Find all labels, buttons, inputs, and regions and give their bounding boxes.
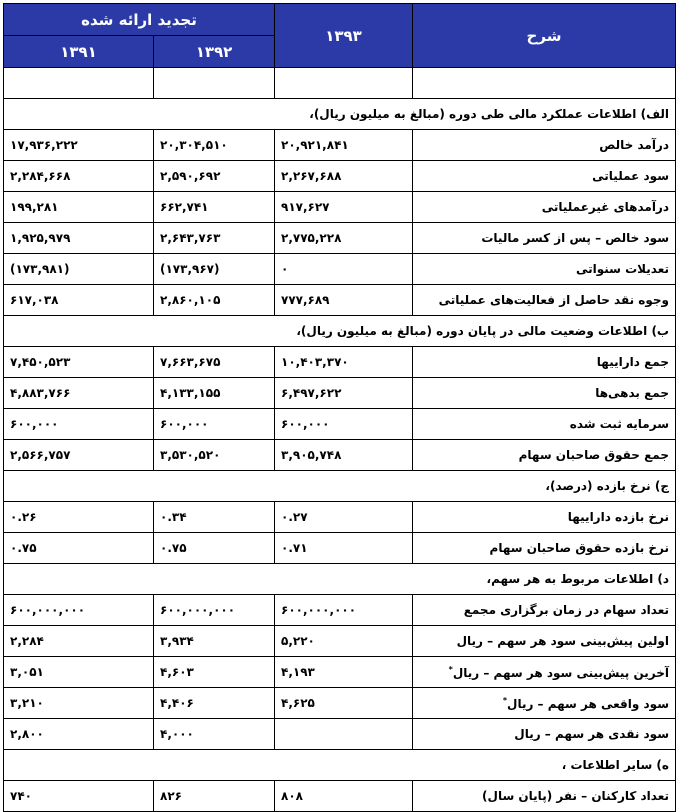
row-label-text: تعداد سهام در زمان برگزاری مجمع: [463, 603, 669, 617]
row-label-text: درآمدهای غیرعملیاتی: [541, 200, 669, 214]
row-label: [413, 781, 676, 812]
section-title: ب) اطلاعات وضعیت مالی در پایان دوره (مبالغ به میلیون ریال)،: [4, 316, 676, 347]
value-1391: ۷,۴۵۰,۵۲۳: [4, 347, 154, 378]
value-1392: ۸۲۶: [154, 781, 275, 812]
row-label: [413, 223, 676, 254]
table-row: [4, 502, 676, 533]
table-row: [4, 409, 676, 440]
section-row: [4, 750, 676, 781]
footnote-marker: *: [502, 695, 508, 705]
row-label-text: جمع داراییها: [596, 355, 669, 369]
table-body: [4, 68, 676, 812]
row-label-text: سود واقعی هر سهم – ریال: [507, 696, 669, 711]
row-label: [413, 378, 676, 409]
value-1392: ۲,۶۴۳,۷۶۳: [154, 223, 275, 254]
row-label-text: درآمد خالص: [599, 138, 669, 152]
value-1391: ۰.۲۶: [4, 502, 154, 533]
row-label: [413, 285, 676, 316]
section-title: ج) نرخ بازده (درصد)،: [4, 471, 676, 502]
section-row: [4, 471, 676, 502]
value-1391: ۱۷,۹۳۶,۲۲۲: [4, 130, 154, 161]
table-row: [4, 688, 676, 719]
value-1391: (۱۷۳,۹۸۱): [4, 254, 154, 285]
row-label-text: سرمایه ثبت شده: [569, 417, 669, 431]
section-row: [4, 316, 676, 347]
value-1391: ۲,۲۸۴,۶۶۸: [4, 161, 154, 192]
row-label-text: تعدیلات سنواتی: [575, 262, 669, 276]
row-label: [413, 533, 676, 564]
empty-cell: [154, 68, 275, 99]
row-label-text: سود نقدی هر سهم – ریال: [514, 727, 669, 741]
table-row: [4, 719, 676, 750]
value-1391: ۱۹۹,۲۸۱: [4, 192, 154, 223]
table-row: [4, 192, 676, 223]
row-label: [413, 192, 676, 223]
header-year-1393: ۱۳۹۳: [275, 4, 413, 68]
header-description: شرح: [413, 4, 676, 68]
header-row: [4, 4, 676, 36]
value-1392: ۴,۶۰۳: [154, 657, 275, 688]
value-1391: ۳,۲۱۰: [4, 688, 154, 719]
row-label: [413, 595, 676, 626]
header-year-1391: ۱۳۹۱: [4, 36, 154, 68]
row-label-text: جمع حقوق صاحبان سهام: [518, 448, 669, 462]
value-1393: ۶۰۰,۰۰۰,۰۰۰: [275, 595, 413, 626]
row-label-text: نرخ بازده داراییها: [567, 510, 669, 524]
blank-row: [4, 68, 676, 99]
empty-cell: [4, 68, 154, 99]
row-label-text: تعداد کارکنان – نفر (پایان سال): [482, 789, 669, 803]
value-1393: ۰.۷۱: [275, 533, 413, 564]
value-1393: ۴,۶۲۵: [275, 688, 413, 719]
row-label-text: اولین پیش‌بینی سود هر سهم – ریال: [456, 634, 669, 648]
row-label: [413, 719, 676, 750]
value-1393: ۹۱۷,۶۲۷: [275, 192, 413, 223]
empty-cell: [413, 68, 676, 99]
header-year-1392: ۱۳۹۲: [154, 36, 275, 68]
table-row: [4, 657, 676, 688]
value-1391: ۰.۷۵: [4, 533, 154, 564]
row-label: [413, 254, 676, 285]
table-row: [4, 223, 676, 254]
section-row: [4, 99, 676, 130]
table-row: [4, 378, 676, 409]
value-1391: ۱,۹۲۵,۹۷۹: [4, 223, 154, 254]
value-1392: ۷,۶۶۳,۶۷۵: [154, 347, 275, 378]
row-label-text: وجوه نقد حاصل از فعالیت‌های عملیاتی: [438, 293, 669, 307]
row-label: [413, 130, 676, 161]
row-label: [413, 626, 676, 657]
value-1391: ۶۰۰,۰۰۰: [4, 409, 154, 440]
value-1393: [275, 719, 413, 750]
table-row: [4, 130, 676, 161]
value-1392: ۴,۱۳۳,۱۵۵: [154, 378, 275, 409]
value-1392: ۶۰۰,۰۰۰,۰۰۰: [154, 595, 275, 626]
value-1393: ۰.۲۷: [275, 502, 413, 533]
table-row: [4, 533, 676, 564]
value-1393: ۲۰,۹۲۱,۸۴۱: [275, 130, 413, 161]
value-1392: ۰.۳۴: [154, 502, 275, 533]
table-row: [4, 595, 676, 626]
value-1391: ۲,۲۸۴: [4, 626, 154, 657]
row-label-text: نرخ بازده حقوق صاحبان سهام: [489, 541, 669, 555]
value-1392: ۲,۸۶۰,۱۰۵: [154, 285, 275, 316]
row-label: [413, 347, 676, 378]
row-label: [413, 657, 676, 688]
value-1393: ۸۰۸: [275, 781, 413, 812]
row-label-text: سود خالص – پس از کسر مالیات: [481, 231, 669, 245]
value-1391: ۳,۰۵۱: [4, 657, 154, 688]
value-1392: (۱۷۳,۹۶۷): [154, 254, 275, 285]
section-title: د) اطلاعات مربوط به هر سهم،: [4, 564, 676, 595]
header-restated: تجدید ارائه شده: [4, 4, 275, 36]
value-1392: ۳,۹۳۴: [154, 626, 275, 657]
section-title: الف) اطلاعات عملکرد مالی طی دوره (مبالغ به میلیون ریال)،: [4, 99, 676, 130]
table-row: [4, 781, 676, 812]
value-1393: ۰: [275, 254, 413, 285]
value-1392: ۴,۴۰۶: [154, 688, 275, 719]
value-1393: ۳,۹۰۵,۷۴۸: [275, 440, 413, 471]
table-row: [4, 254, 676, 285]
value-1391: ۴,۸۸۳,۷۶۶: [4, 378, 154, 409]
value-1393: ۶,۴۹۷,۶۲۲: [275, 378, 413, 409]
value-1392: ۶۶۲,۷۴۱: [154, 192, 275, 223]
value-1392: ۰.۷۵: [154, 533, 275, 564]
table-row: [4, 285, 676, 316]
value-1391: ۷۴۰: [4, 781, 154, 812]
value-1393: ۴,۱۹۳: [275, 657, 413, 688]
section-title: ه) سایر اطلاعات ،: [4, 750, 676, 781]
table-row: [4, 347, 676, 378]
value-1393: ۶۰۰,۰۰۰: [275, 409, 413, 440]
row-label: [413, 161, 676, 192]
value-1393: ۲,۷۷۵,۲۲۸: [275, 223, 413, 254]
table-row: [4, 161, 676, 192]
row-label-text: جمع بدهی‌ها: [595, 386, 669, 400]
footnote-marker: *: [448, 664, 453, 674]
value-1393: ۵,۲۲۰: [275, 626, 413, 657]
value-1393: ۲,۲۶۷,۶۸۸: [275, 161, 413, 192]
row-label: [413, 688, 676, 719]
value-1392: ۲۰,۳۰۴,۵۱۰: [154, 130, 275, 161]
row-label: [413, 502, 676, 533]
value-1391: ۶۰۰,۰۰۰,۰۰۰: [4, 595, 154, 626]
row-label: [413, 440, 676, 471]
row-label-text: سود عملیاتی: [592, 169, 669, 183]
value-1391: ۲,۵۶۶,۷۵۷: [4, 440, 154, 471]
section-row: [4, 564, 676, 595]
table-row: [4, 440, 676, 471]
table-row: [4, 626, 676, 657]
row-label-text: آخرین پیش‌بینی سود هر سهم – ریال: [452, 665, 669, 680]
value-1392: ۳,۵۳۰,۵۲۰: [154, 440, 275, 471]
value-1392: ۲,۵۹۰,۶۹۲: [154, 161, 275, 192]
row-label: [413, 409, 676, 440]
value-1392: ۶۰۰,۰۰۰: [154, 409, 275, 440]
value-1391: ۲,۸۰۰: [4, 719, 154, 750]
value-1392: ۴,۰۰۰: [154, 719, 275, 750]
value-1393: ۷۷۷,۶۸۹: [275, 285, 413, 316]
empty-cell: [275, 68, 413, 99]
value-1391: ۶۱۷,۰۳۸: [4, 285, 154, 316]
value-1393: ۱۰,۴۰۳,۳۷۰: [275, 347, 413, 378]
financial-summary-table: [3, 3, 676, 812]
